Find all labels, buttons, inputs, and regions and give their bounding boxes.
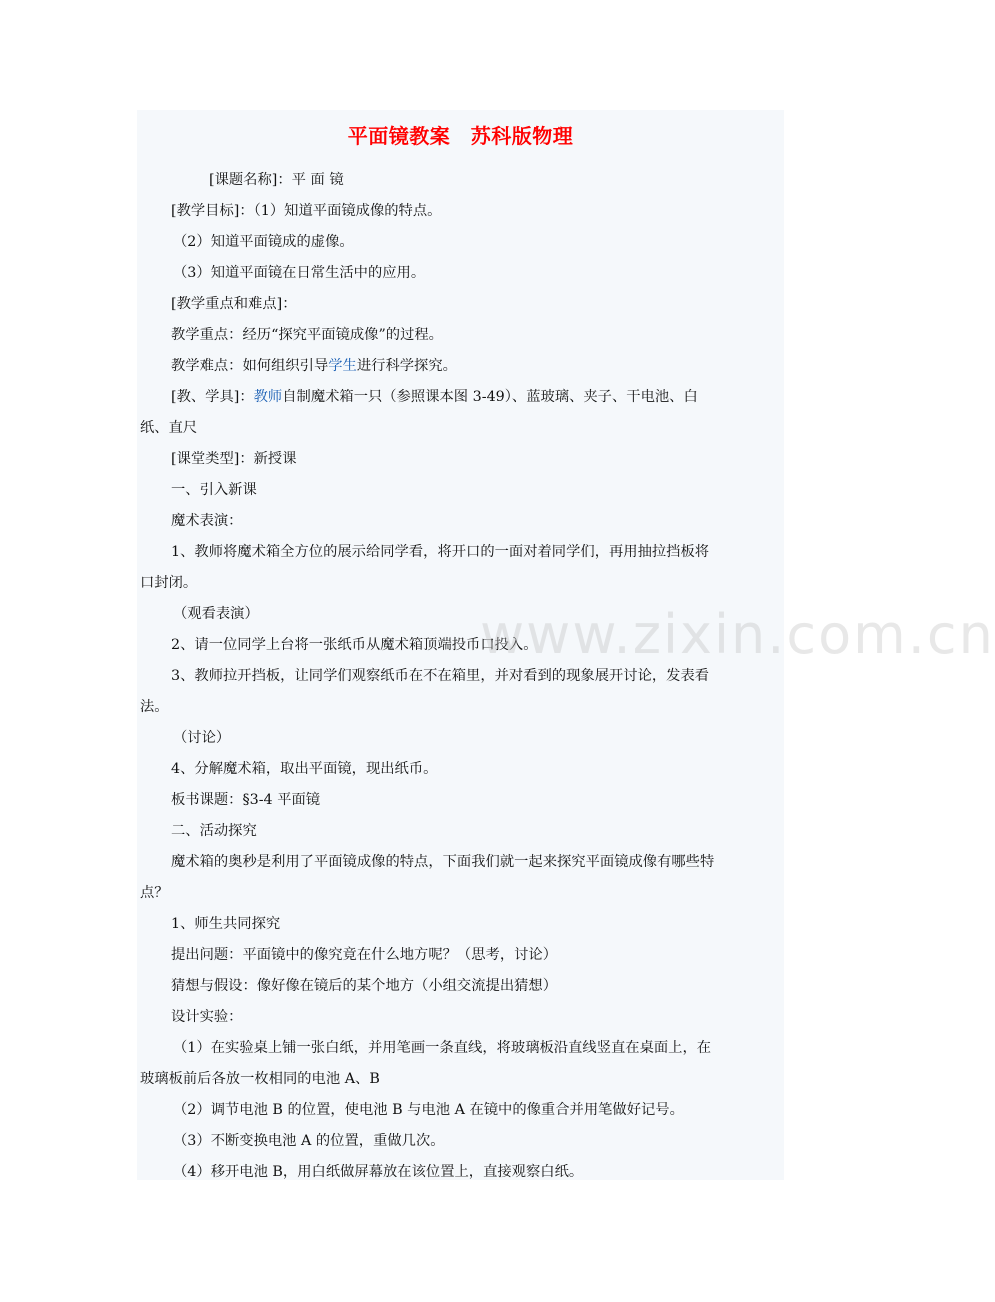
text-line: 3、教师拉开挡板，让同学们观察纸币在不在箱里，并对看到的现象展开讨论，发表看 — [171, 668, 710, 684]
text-line: （讨论） — [173, 730, 231, 746]
text-line: （观看表演） — [173, 606, 259, 622]
text-line: 魔术箱的奥秒是利用了平面镜成像的特点，下面我们就一起来探究平面镜成像有哪些特 — [171, 854, 715, 870]
text-line: 纸、直尺 — [140, 420, 198, 436]
text-line: （3）知道平面镜在日常生活中的应用。 — [173, 265, 426, 281]
text-line: 教学重点：经历“探究平面镜成像”的过程。 — [171, 327, 443, 343]
text-line: 2、请一位同学上台将一张纸币从魔术箱顶端投币口投入。 — [171, 637, 538, 653]
text-line: （3）不断变换电池 A 的位置，重做几次。 — [173, 1133, 445, 1149]
watermark: www.zixin.com.cn — [480, 603, 995, 666]
text-line — [137, 354, 818, 378]
text-line: [教学重点和难点]： — [171, 296, 297, 312]
text-segment: 教学难点：如何组织引导 — [171, 358, 329, 374]
text-line: 猜想与假设：像好像在镜后的某个地方（小组交流提出猜想） — [171, 978, 558, 994]
text-line: 法。 — [140, 699, 169, 715]
text-line: 设计实验： — [171, 1009, 243, 1025]
text-line: 魔术表演： — [171, 513, 243, 529]
document-page — [137, 110, 784, 1180]
text-line: 口封闭。 — [140, 575, 198, 591]
text-line: （1）在实验桌上铺一张白纸，并用笔画一条直线，将玻璃板沿直线竖直在桌面上，在 — [173, 1040, 712, 1056]
teacher-link[interactable]: 教师 — [253, 389, 283, 405]
text-line: 提出问题：平面镜中的像究竟在什么地方呢？（思考，讨论） — [171, 947, 558, 963]
text-line: （2）调节电池 B 的位置，使电池 B 与电池 A 在镜中的像重合并用笔做好记号。 — [173, 1102, 684, 1118]
document-title: 平面镜教案 苏科版物理 — [347, 124, 574, 148]
text-line: （2）知道平面镜成的虚像。 — [173, 234, 354, 250]
text-line: 一、引入新课 — [171, 482, 257, 498]
text-segment: 进行科学探究。 — [356, 358, 457, 374]
text-line: [教学目标]：（1）知道平面镜成像的特点。 — [171, 203, 442, 219]
text-line: 玻璃板前后各放一枚相同的电池 A、B — [140, 1071, 380, 1087]
student-link[interactable]: 学生 — [328, 358, 357, 374]
text-line: 二、活动探究 — [171, 823, 257, 839]
text-line: 1、师生共同探究 — [171, 916, 281, 932]
text-line: [课题名称]：平 面 镜 — [209, 172, 344, 188]
text-segment: 自制魔术箱一只（参照课本图 3-49）、蓝玻璃、夹子、干电池、白 — [282, 389, 698, 405]
text-line: 点？ — [140, 885, 169, 901]
text-line: [课堂类型]：新授课 — [171, 451, 297, 467]
text-segment: [教、学具]： — [171, 389, 254, 405]
text-line: 4、分解魔术箱，取出平面镜，现出纸币。 — [171, 761, 438, 777]
text-line: （4）移开电池 B，用白纸做屏幕放在该位置上，直接观察白纸。 — [173, 1164, 584, 1180]
text-line: 1、教师将魔术箱全方位的展示给同学看，将开口的一面对着同学们，再用抽拉挡板将 — [171, 544, 710, 560]
text-line: 板书课题：§3-4 平面镜 — [171, 792, 321, 808]
text-line — [137, 385, 818, 409]
